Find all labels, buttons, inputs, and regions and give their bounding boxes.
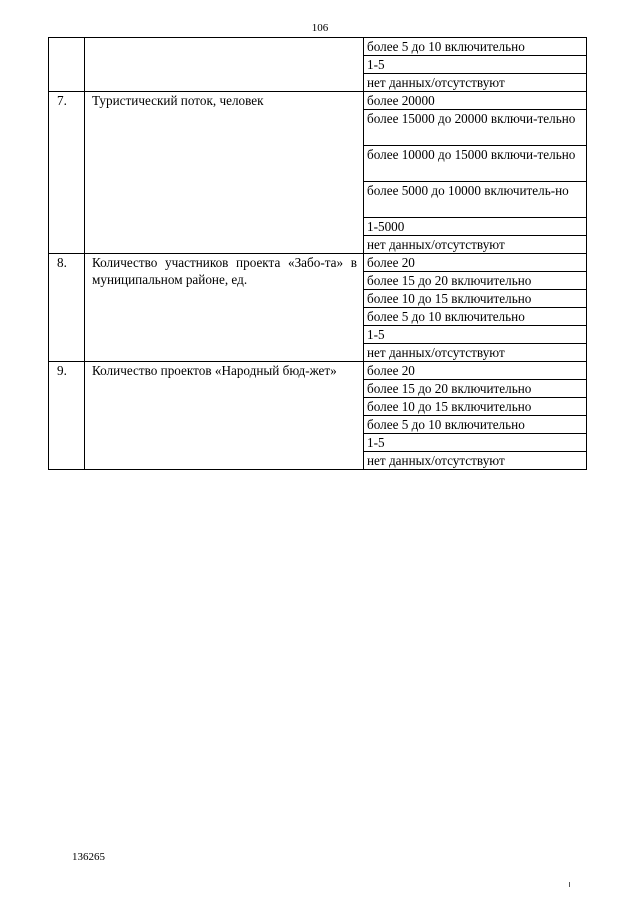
row-number-cell: 8. — [49, 254, 85, 362]
value-cell: нет данных/отсутствуют — [364, 236, 587, 254]
table-row — [49, 362, 587, 380]
value-cell: более 10 до 15 включительно — [364, 398, 587, 416]
value-cell: более 15 до 20 включительно — [364, 380, 587, 398]
value-cell: 1-5000 — [364, 218, 587, 236]
row-number-cell — [49, 38, 85, 92]
criterion-cell: Количество участников проекта «Забо-та» в муниципальном районе, ед. — [85, 254, 364, 362]
value-cell: более 5 до 10 включительно — [364, 38, 587, 56]
table-row — [49, 254, 587, 272]
value-cell: более 20 — [364, 254, 587, 272]
value-cell: нет данных/отсутствуют — [364, 74, 587, 92]
value-cell: более 10000 до 15000 включи-тельно — [364, 146, 587, 182]
value-cell: нет данных/отсутствуют — [364, 452, 587, 470]
table-row — [49, 92, 587, 110]
page-number: 106 — [311, 22, 329, 34]
criterion-cell: Количество проектов «Народный бюд-жет» — [85, 362, 364, 470]
value-cell: 1-5 — [364, 326, 587, 344]
row-number-cell: 7. — [49, 92, 85, 254]
criterion-cell: Туристический поток, человек — [85, 92, 364, 254]
footer-code: 136265 — [72, 851, 105, 863]
criteria-table — [48, 37, 587, 470]
value-cell: более 15 до 20 включительно — [364, 272, 587, 290]
value-cell: 1-5 — [364, 56, 587, 74]
table-row — [49, 38, 587, 56]
value-cell: более 15000 до 20000 включи-тельно — [364, 110, 587, 146]
value-cell: нет данных/отсутствуют — [364, 344, 587, 362]
value-cell: более 5 до 10 включительно — [364, 308, 587, 326]
value-cell: более 20 — [364, 362, 587, 380]
value-cell: более 5000 до 10000 включитель-но — [364, 182, 587, 218]
value-cell: более 5 до 10 включительно — [364, 416, 587, 434]
value-cell: 1-5 — [364, 434, 587, 452]
scan-mark — [569, 882, 570, 887]
criterion-cell — [85, 38, 364, 92]
value-cell: более 20000 — [364, 92, 587, 110]
value-cell: более 10 до 15 включительно — [364, 290, 587, 308]
row-number-cell: 9. — [49, 362, 85, 470]
